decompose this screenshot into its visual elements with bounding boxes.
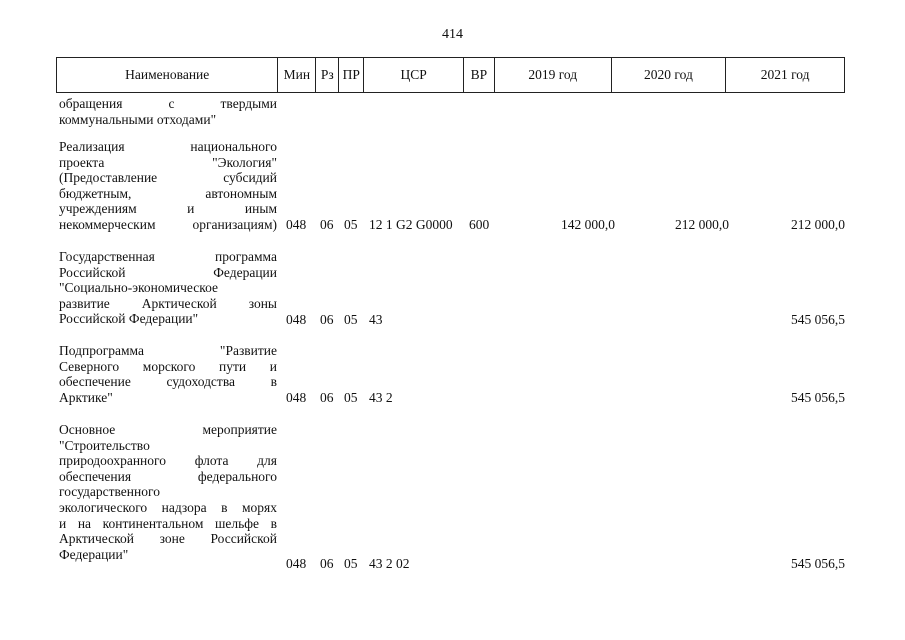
row-name: [59, 422, 277, 562]
row-name: [59, 343, 277, 405]
cell-2021: 212 000,0: [791, 217, 845, 233]
header-vr: ВР: [464, 58, 495, 92]
table-row: [0, 249, 905, 328]
header-2020: 2020 год: [612, 58, 727, 92]
row-name-line: Федерации": [59, 546, 129, 562]
cell-csr: 43: [369, 312, 383, 328]
cell-csr: 43 2: [369, 390, 393, 406]
table-row: [0, 139, 905, 233]
table-header: [56, 57, 845, 93]
table-row: [0, 96, 905, 128]
row-name-line: Российской Федерации: [59, 264, 277, 280]
row-name-line: Арктике": [59, 389, 113, 405]
cell-rz: 06: [320, 556, 334, 572]
cell-rz: 06: [320, 390, 334, 406]
row-name-line: бюджетным, автономным: [59, 185, 277, 201]
cell-2021: 545 056,5: [791, 556, 845, 572]
cell-csr: 12 1 G2 G0000: [369, 217, 453, 233]
row-name-line: (Предоставление субсидий: [59, 170, 277, 186]
page-number: 414: [442, 27, 463, 42]
cell-2021: 545 056,5: [791, 390, 845, 406]
header-2021: 2021 год: [760, 67, 810, 82]
row-name-line: учреждениям и иным: [59, 201, 277, 217]
cell-pr: 05: [344, 217, 358, 233]
row-name-line: Основное мероприятие: [59, 422, 277, 437]
row-name-line: природоохранного флота для: [59, 453, 277, 469]
row-name-line: Государственная программа: [59, 249, 277, 264]
row-name-line: обращения с твердыми: [59, 96, 277, 111]
row-name: [59, 139, 277, 233]
cell-min: 048: [286, 217, 307, 233]
cell-2019: 142 000,0: [561, 217, 615, 233]
row-name-line: некоммерческим организациям): [59, 216, 277, 232]
cell-rz: 06: [320, 312, 334, 328]
row-name: [59, 249, 277, 327]
row-name-line: Северного морского пути и: [59, 358, 277, 374]
row-name-line: развитие Арктической зоны: [59, 295, 277, 311]
cell-min: 048: [286, 312, 307, 328]
cell-min: 048: [286, 390, 307, 406]
header-2019: 2019 год: [495, 58, 612, 92]
cell-csr: 43 2 02: [369, 556, 410, 572]
header-csr: ЦСР: [364, 58, 464, 92]
cell-pr: 05: [344, 556, 358, 572]
cell-pr: 05: [344, 390, 358, 406]
header-rz: Рз: [316, 58, 339, 92]
header-min: Мин: [278, 58, 316, 92]
row-name-line: "Строительство: [59, 437, 150, 453]
cell-vr: 600: [469, 217, 490, 233]
cell-pr: 05: [344, 312, 358, 328]
row-name-line: Арктической зоне Российской: [59, 531, 277, 547]
cell-min: 048: [286, 556, 307, 572]
cell-2020: 212 000,0: [675, 217, 729, 233]
header-name: Наименование: [57, 58, 278, 92]
row-name: [59, 96, 277, 127]
row-name-line: Реализация национального: [59, 139, 277, 154]
row-name-line: "Социально-экономическое: [59, 280, 218, 296]
row-name-line: Подпрограмма "Развитие: [59, 343, 277, 358]
row-name-line: и на континентальном шельфе в: [59, 515, 277, 531]
table-row: [0, 422, 905, 572]
cell-rz: 06: [320, 217, 334, 233]
cell-2021: 545 056,5: [791, 312, 845, 328]
row-name-line: экологического надзора в морях: [59, 499, 277, 515]
row-name-line: обеспечения федерального: [59, 468, 277, 484]
header-pr: ПР: [339, 58, 364, 92]
table-row: [0, 343, 905, 406]
row-name-line: проекта "Экология": [59, 154, 277, 170]
row-name-line: коммунальными отходами": [59, 111, 217, 127]
row-name-line: государственного: [59, 484, 160, 500]
row-name-line: обеспечение судоходства в: [59, 374, 277, 390]
row-name-line: Российской Федерации": [59, 311, 199, 327]
